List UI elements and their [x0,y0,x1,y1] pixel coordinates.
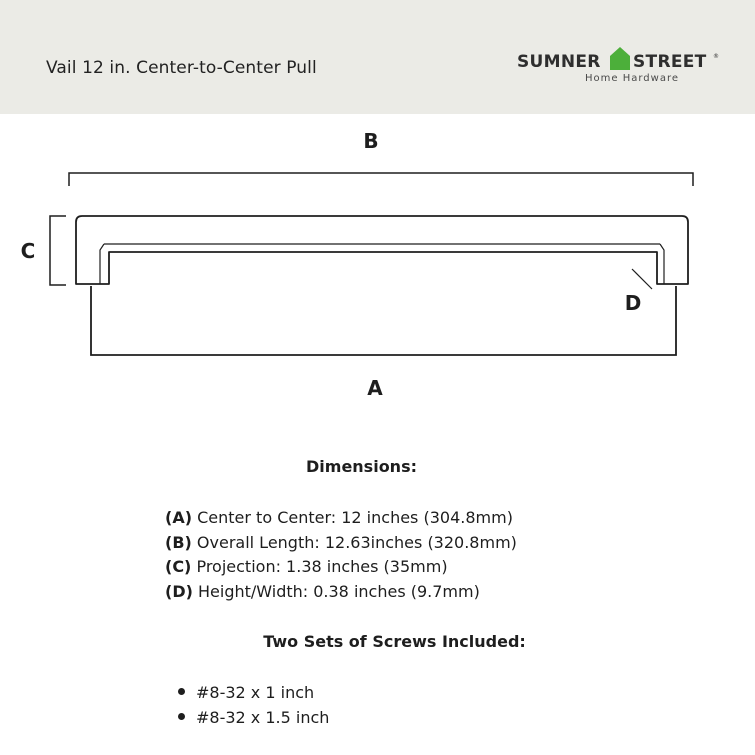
dimension-b-bracket [69,173,693,186]
logo-word-sumner: SUMNER [517,52,601,72]
pull-outline [76,216,688,284]
label-a: A [367,376,383,400]
label-d: D [624,291,642,315]
label-b: B [363,129,379,153]
dimension-d-pointer [632,269,652,289]
list-item [178,708,329,733]
house-icon [609,45,631,71]
registered-mark: ® [713,53,719,60]
dimension-key: (D) [165,581,193,601]
screw-text: #8-32 x 1 inch [196,683,315,702]
bullet-icon [178,713,185,720]
dimension-text: Height/Width: 0.38 inches (9.7mm) [192,581,480,601]
dimensions-title: Dimensions: [306,457,417,476]
label-c: C [20,239,36,263]
logo-tagline: Home Hardware [585,73,679,84]
dimension-text: Overall Length: 12.63inches (320.8mm) [191,532,517,552]
dimension-text: Center to Center: 12 inches (304.8mm) [192,508,513,527]
dimension-a-bracket [91,286,676,355]
dimension-item-a [165,508,517,533]
dimension-item-c [165,557,517,582]
dimension-key: (B) [165,532,192,552]
dimension-item-d [165,582,517,607]
screws-list [178,683,329,733]
dimension-key: (C) [165,557,192,576]
product-title: Vail 12 in. Center-to-Center Pull [46,58,317,78]
pull-dimension-diagram [0,114,755,414]
header-bar [0,0,755,114]
list-item [178,683,329,708]
dimension-c-bracket [50,216,66,285]
dimension-text: Projection: 1.38 inches (35mm) [191,557,448,576]
screws-title: Two Sets of Screws Included: [263,632,526,651]
brand-logo [517,45,717,90]
screw-text: #8-32 x 1.5 inch [196,708,330,727]
dimension-key: (A) [165,508,193,527]
bullet-icon [178,688,185,695]
dimension-item-b [165,533,517,558]
dimensions-list [165,508,517,606]
logo-word-street: STREET [633,52,707,72]
